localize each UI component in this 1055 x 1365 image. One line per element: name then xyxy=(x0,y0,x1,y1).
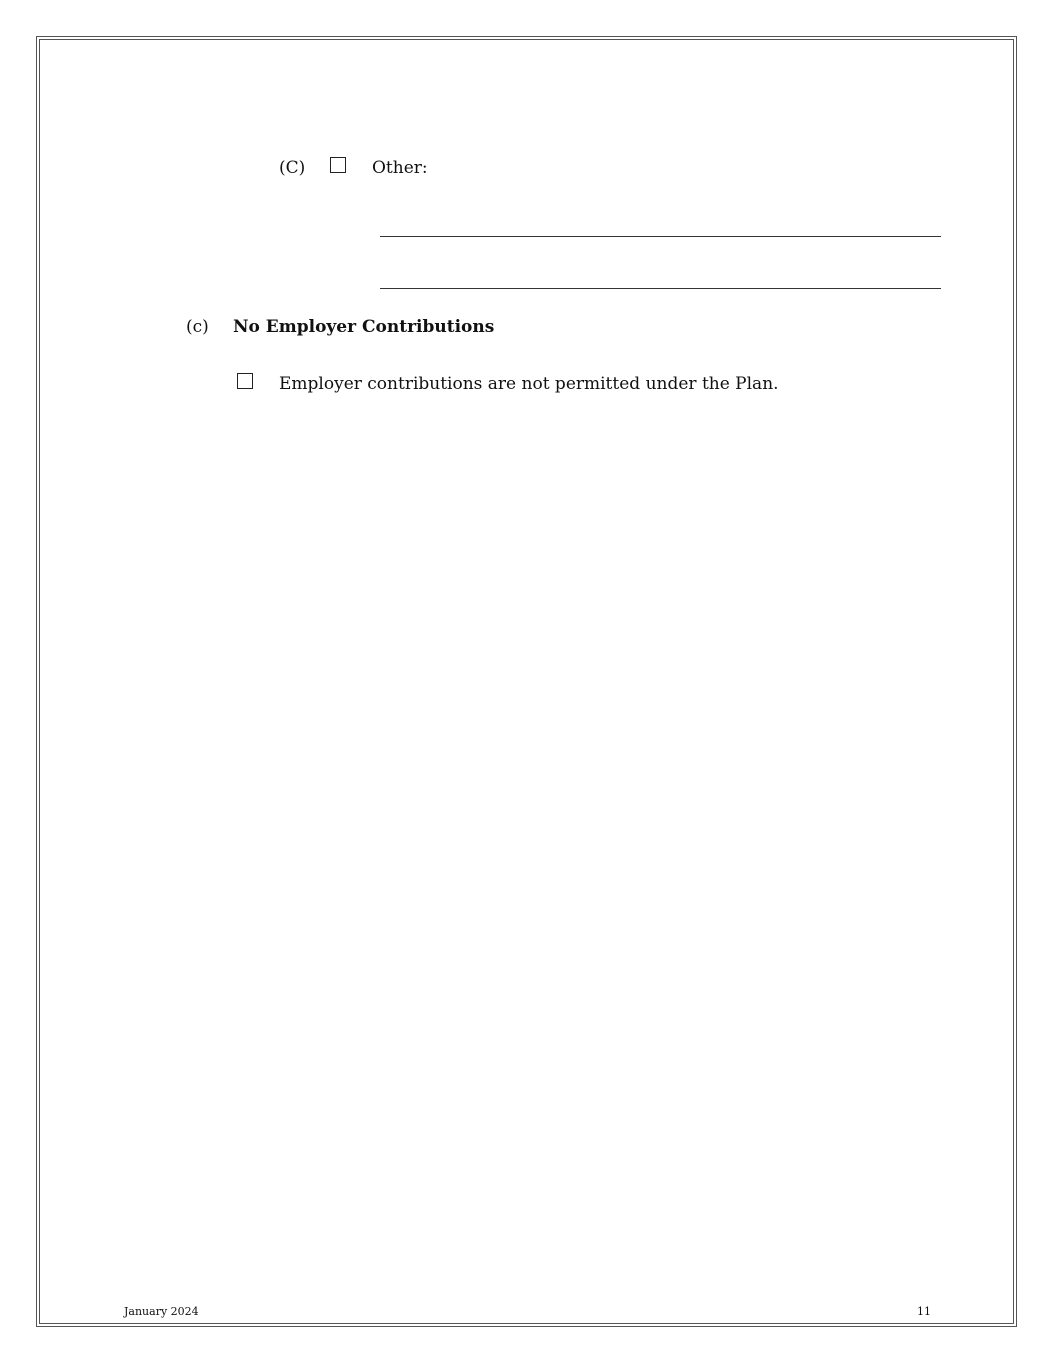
option-c-marker: (C) xyxy=(279,158,306,178)
no-employer-contributions-checkbox[interactable] xyxy=(237,373,253,389)
option-c-other-checkbox[interactable] xyxy=(330,157,346,173)
page-border-inner xyxy=(39,39,1014,1324)
option-c-label: Other: xyxy=(372,158,428,178)
footer-page-number: 11 xyxy=(917,1305,931,1318)
no-employer-contributions-statement: Employer contributions are not permitted under the Plan. xyxy=(279,374,779,394)
other-fill-line-1[interactable] xyxy=(380,236,941,237)
section-c-heading: No Employer Contributions xyxy=(233,317,495,337)
footer-date: January 2024 xyxy=(124,1305,199,1318)
section-c-marker: (c) xyxy=(186,317,209,337)
other-fill-line-2[interactable] xyxy=(380,288,941,289)
